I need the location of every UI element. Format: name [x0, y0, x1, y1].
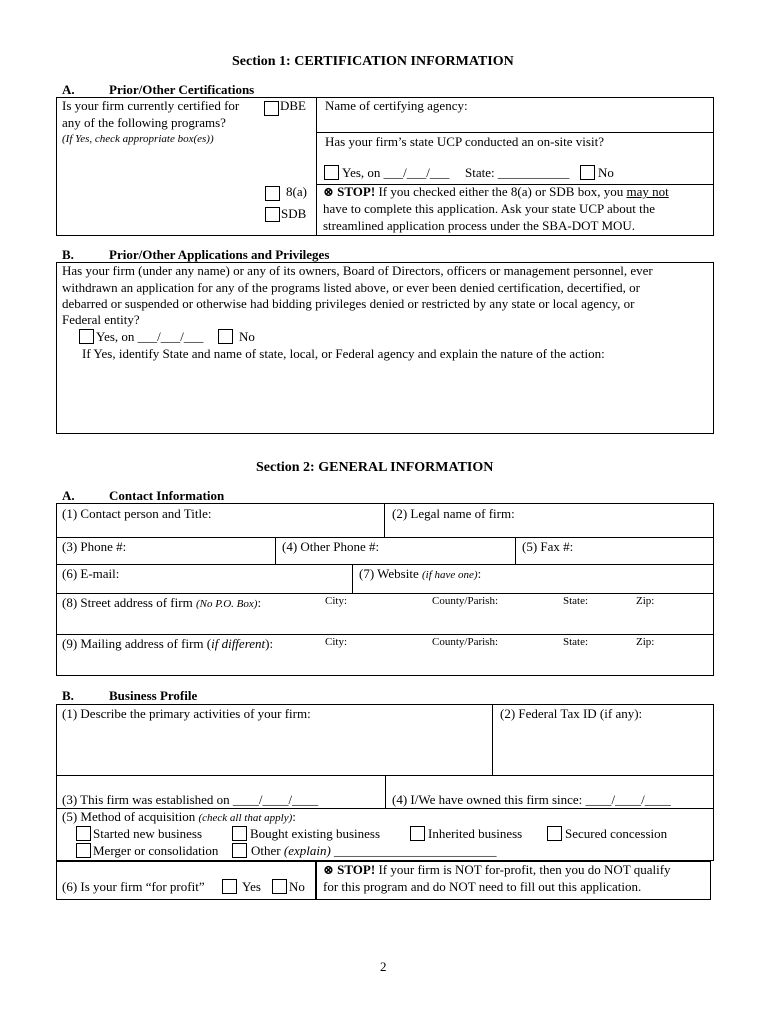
profile-col-line [492, 704, 493, 775]
prior-apps-ifyes: If Yes, identify State and name of state, local, or Federal agency and explain the nature of the action: [82, 346, 605, 361]
mailing-state-label: State: [563, 636, 589, 648]
other-note: (explain) [283, 843, 331, 858]
legal-name-label: (2) Legal name of firm: [392, 506, 515, 521]
inherited-label: Inherited business [428, 826, 523, 841]
contact-col-line [515, 537, 516, 564]
prior-apps-no-label: No [239, 329, 255, 344]
cert-row-line [316, 132, 714, 133]
website-label: (7) Website (if have one): [359, 566, 482, 581]
contact-row-line [56, 537, 714, 538]
website-note: (if have one) [421, 569, 478, 581]
prior-apps-no-checkbox[interactable] [218, 329, 233, 344]
section2-title: Section 2: GENERAL INFORMATION [256, 460, 494, 475]
stop-text: If your firm is NOT for-profit, then you do NOT qualify [378, 862, 671, 877]
mailing-text-b: ): [265, 636, 274, 651]
street-zip-label: Zip: [636, 595, 655, 607]
for-profit-no-checkbox[interactable] [272, 879, 287, 894]
stop-text: If you checked either the 8(a) or SDB box, you [378, 184, 624, 199]
stop-notice-line1 [323, 185, 669, 200]
street-text: (8) Street address of firm [62, 595, 193, 610]
started-checkbox[interactable] [76, 826, 91, 841]
merger-label: Merger or consolidation [93, 843, 219, 858]
contact-col-line [352, 564, 353, 593]
contact-col-line [384, 503, 385, 537]
section1-b-letter: B. [62, 247, 74, 262]
section1-b-title: Prior/Other Applications and Privileges [109, 247, 330, 262]
prior-apps-yes-checkbox[interactable] [79, 329, 94, 344]
bought-label: Bought existing business [250, 826, 381, 841]
certifying-agency-label: Name of certifying agency: [325, 98, 468, 113]
prior-apps-line1: Has your firm (under any name) or any of its owners, Board of Directors, officers or management personnel, ever [62, 263, 653, 278]
prior-apps-line3: debarred or suspended or otherwise had bidding privileges denied or restricted by any state or local agency, or [62, 296, 635, 311]
cert-question-line1: Is your firm currently certified for [62, 98, 240, 113]
contact-row-line [56, 564, 714, 565]
secured-checkbox[interactable] [547, 826, 562, 841]
cert-question-note: (If Yes, check appropriate box(es)) [62, 133, 214, 145]
merger-checkbox[interactable] [76, 843, 91, 858]
mailing-note: if different [211, 636, 266, 651]
phone-label: (3) Phone #: [62, 539, 127, 554]
mailing-county-label: County/Parish: [432, 636, 499, 648]
secured-label: Secured concession [565, 826, 668, 841]
section1-title: Section 1: CERTIFICATION INFORMATION [232, 54, 514, 69]
onsite-no-checkbox[interactable] [580, 165, 595, 180]
tax-id-label: (2) Federal Tax ID (if any): [500, 706, 643, 721]
mailing-text-a: (9) Mailing address of firm ( [62, 636, 212, 651]
email-label: (6) E-mail: [62, 566, 120, 581]
profile-col-line [385, 775, 386, 808]
contact-row-line [56, 593, 714, 594]
cert-divider [316, 97, 317, 236]
stop-emphasis: may not [626, 184, 669, 199]
for-profit-yes-checkbox[interactable] [222, 879, 237, 894]
owned-since-label: (4) I/We have owned this firm since: ____/____/____ [392, 792, 671, 807]
section2-a-letter: A. [62, 488, 75, 503]
sdb-label: SDB [281, 206, 307, 221]
section2-b-letter: B. [62, 688, 74, 703]
section1-a-letter: A. [62, 82, 75, 97]
section2-a-title: Contact Information [109, 488, 225, 503]
inherited-checkbox[interactable] [410, 826, 425, 841]
mailing-address-label [62, 637, 273, 652]
prior-apps-line4: Federal entity? [62, 312, 140, 327]
started-label: Started new business [93, 826, 203, 841]
page-number: 2 [380, 959, 387, 974]
nonprofit-stop-line1 [323, 863, 671, 878]
mailing-city-label: City: [325, 636, 348, 648]
method-text: (5) Method of acquisition [62, 809, 196, 824]
other-checkbox[interactable] [232, 843, 247, 858]
8a-checkbox[interactable] [265, 186, 280, 201]
onsite-state-label: State: ___________ [465, 165, 570, 180]
cert-question-line2: any of the following programs? [62, 115, 226, 130]
sdb-checkbox[interactable] [265, 207, 280, 222]
contact-row-line [56, 634, 714, 635]
street-county-label: County/Parish: [432, 595, 499, 607]
stop-symbol: ⊗ STOP! [323, 184, 376, 199]
stop-notice-line3: streamlined application process under the SBA-DOT MOU. [323, 218, 636, 233]
onsite-visit-label: Has your firm’s state UCP conducted an on-site visit? [325, 134, 604, 149]
other-phone-label: (4) Other Phone #: [282, 539, 380, 554]
mailing-zip-label: Zip: [636, 636, 655, 648]
dbe-checkbox[interactable] [264, 101, 279, 116]
method-label: (5) Method of acquisition (check all that apply): [62, 809, 296, 824]
section1-a-title: Prior/Other Certifications [109, 82, 255, 97]
bought-checkbox[interactable] [232, 826, 247, 841]
prior-apps-yes-label: Yes, on ___/___/___ [96, 329, 204, 344]
other-text: Other [251, 843, 281, 858]
street-state-label: State: [563, 595, 589, 607]
for-profit-label: (6) Is your firm “for profit” [62, 879, 205, 894]
method-note: (check all that apply) [198, 812, 293, 824]
website-text: (7) Website [359, 566, 419, 581]
onsite-yes-checkbox[interactable] [324, 165, 339, 180]
other-line: _________________________ [334, 843, 497, 858]
activities-label: (1) Describe the primary activities of your firm: [62, 706, 311, 721]
dbe-label: DBE [280, 98, 306, 113]
onsite-yes-label: Yes, on ___/___/___ [342, 165, 450, 180]
stop-symbol: ⊗ STOP! [323, 862, 376, 877]
nonprofit-stop-line2: for this program and do NOT need to fill out this application. [323, 879, 642, 894]
street-address-label: (8) Street address of firm (No P.O. Box): [62, 595, 262, 610]
stop-notice-line2: have to complete this application. Ask your state UCP about the [323, 201, 656, 216]
8a-label: 8(a) [286, 184, 307, 199]
for-profit-no-label: No [289, 879, 305, 894]
for-profit-yes-label: Yes [242, 879, 261, 894]
other-label [251, 844, 497, 859]
street-city-label: City: [325, 595, 348, 607]
prior-apps-line2: withdrawn an application for any of the programs listed above, or ever been denied certification, decertified, or [62, 280, 640, 295]
onsite-no-label: No [598, 165, 614, 180]
established-label: (3) This firm was established on ____/____/____ [62, 792, 319, 807]
section2-b-title: Business Profile [109, 688, 198, 703]
contact-person-label: (1) Contact person and Title: [62, 506, 212, 521]
fax-label: (5) Fax #: [522, 539, 574, 554]
street-note: (No P.O. Box) [195, 598, 258, 610]
contact-col-line [275, 537, 276, 564]
